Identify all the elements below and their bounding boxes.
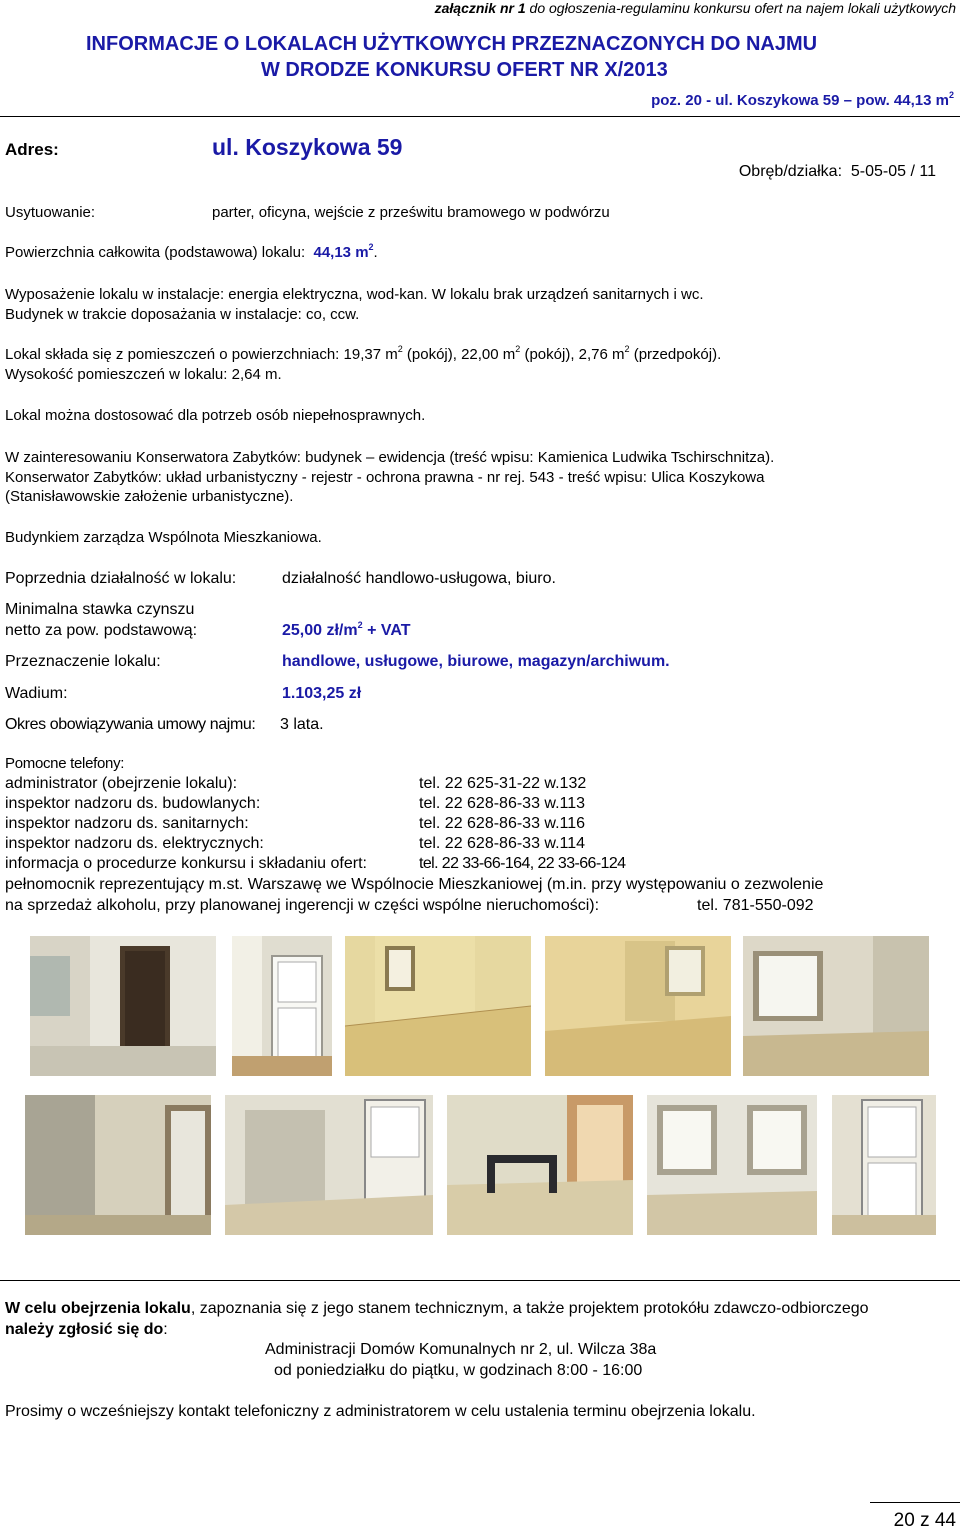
rooms-height: Wysokość pomieszczeń w lokalu: 2,64 m. xyxy=(5,366,282,383)
photo-1 xyxy=(30,936,216,1076)
term-value: 3 lata. xyxy=(280,716,324,733)
document-title-line1: INFORMACJE O LOKALACH UŻYTKOWYCH PRZEZNACZONYCH DO NAJMU xyxy=(86,33,818,55)
rent-value xyxy=(282,622,410,640)
position-reference-sup: 2 xyxy=(948,90,954,100)
term-label: Okres obowiązywania umowy najmu: xyxy=(5,716,256,733)
rooms-sup1: 2 xyxy=(397,344,403,354)
address-value: ul. Koszykowa 59 xyxy=(212,134,403,160)
office-address: Administracji Domów Komunalnych nr 2, ul. Wilcza 38a xyxy=(265,1341,657,1358)
rent-label-line1: Minimalna stawka czynszu xyxy=(5,601,195,618)
attachment-description: do ogłoszenia-regulaminu konkursu ofert na najem lokali użytkowych xyxy=(529,0,956,16)
proxy-description: na sprzedaż alkoholu, przy planowanej ingerencji w części wspólne nieruchomości): xyxy=(5,897,600,914)
visit-instructions xyxy=(5,1300,869,1318)
plot-info xyxy=(739,163,936,181)
heritage-line1: W zainteresowaniu Konserwatora Zabytków: budynek – ewidencja (treść wpisu: Kamienica Ludwika Tschirschnitza). xyxy=(5,449,775,466)
rent-amount: 25,00 zł/m xyxy=(282,622,358,639)
rooms-part2: (pokój), 22,00 m xyxy=(402,346,516,363)
contact-request: Prosimy o wcześniejszy kontakt telefoniczny z administratorem w celu ustalenia terminu obejrzenia lokalu. xyxy=(5,1403,756,1420)
document-title-line2: W DRODZE KONKURSU OFERT NR X/2013 xyxy=(261,59,668,81)
position-reference xyxy=(651,92,954,109)
phone-number: tel. 22 628-86-33 w.114 xyxy=(419,835,586,852)
purpose-label: Przeznaczenie lokalu: xyxy=(5,653,161,670)
plot-label: Obręb/działka: xyxy=(738,163,843,180)
address-label: Adres: xyxy=(5,140,59,159)
photo-8 xyxy=(447,1095,633,1235)
visit-bold-2: należy zgłosić się do xyxy=(5,1321,164,1338)
phone-number: tel. 22 33-66-164, 22 33-66-124 xyxy=(419,855,626,872)
rent-label-line2: netto za pow. podstawową: xyxy=(5,622,198,639)
photo-4 xyxy=(545,936,731,1076)
heritage-line2: Konserwator Zabytków: układ urbanistyczny - rejestr - ochrona prawna - nr rej. 543 - treść wpisu: Ulica Koszykowa xyxy=(5,469,765,486)
plot-value: 5-05-05 / 11 xyxy=(850,163,936,180)
photo-5 xyxy=(743,936,929,1076)
visit-text: , zapoznania się z jego stanem technicznym, a także projektem protokółu zdawczo-odbiorczego xyxy=(190,1300,869,1317)
proxy-line2 xyxy=(5,897,599,915)
photo-3 xyxy=(345,936,531,1076)
photo-10 xyxy=(832,1095,936,1235)
photo-9 xyxy=(647,1095,817,1235)
phones-heading: Pomocne telefony: xyxy=(5,755,125,772)
accessibility-note: Lokal można dostosować dla potrzeb osób niepełnosprawnych. xyxy=(5,407,426,424)
phone-label: inspektor nadzoru ds. budowlanych: xyxy=(5,795,261,812)
area-value xyxy=(313,244,373,261)
attachment-number: załącznik nr 1 xyxy=(434,0,526,16)
rent-sup: 2 xyxy=(357,620,363,630)
office-hours: od poniedziałku do piątku, w godzinach 8:00 - 16:00 xyxy=(274,1362,643,1379)
rooms-sup2: 2 xyxy=(515,344,521,354)
rooms-line xyxy=(5,346,721,363)
phone-number: tel. 22 625-31-22 w.132 xyxy=(419,775,587,792)
phone-label: inspektor nadzoru ds. elektrycznych: xyxy=(5,835,264,852)
rooms-part4: (przedpokój). xyxy=(629,346,722,363)
photo-6 xyxy=(25,1095,211,1235)
header-divider xyxy=(0,116,960,117)
page-number-rule xyxy=(870,1502,960,1503)
deposit-value: 1.103,25 zł xyxy=(282,685,362,702)
area-label: Powierzchnia całkowita (podstawowa) lokalu: xyxy=(5,244,306,261)
proxy-line1: pełnomocnik reprezentujący m.st. Warszawę we Wspólnocie Mieszkaniowej (m.in. przy występowaniu o zezwolenie xyxy=(5,876,824,893)
management-note: Budynkiem zarządza Wspólnota Mieszkaniowa. xyxy=(5,529,322,546)
footer-divider xyxy=(0,1280,960,1281)
deposit-label: Wadium: xyxy=(5,685,68,702)
phone-label: informacja o procedurze konkursu i składaniu ofert: xyxy=(5,855,367,872)
rent-vat: + VAT xyxy=(362,622,411,639)
previous-activity-label: Poprzednia działalność w lokalu: xyxy=(5,570,237,587)
previous-activity-value: działalność handlowo-usługowa, biuro. xyxy=(282,570,556,587)
rooms-sup3: 2 xyxy=(624,344,630,354)
photo-7 xyxy=(225,1095,433,1235)
phone-label: administrator (obejrzenie lokalu): xyxy=(5,775,238,792)
visit-bold-1: W celu obejrzenia lokalu xyxy=(5,1300,191,1317)
position-reference-text: poz. 20 - ul. Koszykowa 59 – pow. 44,13 m xyxy=(651,92,949,109)
photo-2 xyxy=(232,936,332,1076)
proxy-phone: tel. 781-550-092 xyxy=(697,897,814,914)
attachment-note xyxy=(435,0,956,16)
area-sup: 2 xyxy=(368,242,374,252)
equipment-line1: Wyposażenie lokalu w instalacje: energia elektryczna, wod-kan. W lokalu brak urządzeń sanitarnych i wc. xyxy=(5,286,704,303)
location-value: parter, oficyna, wejście z prześwitu bramowego w podwórzu xyxy=(212,204,610,221)
area-number: 44,13 m xyxy=(313,244,369,261)
equipment-line2: Budynek w trakcie doposażania w instalacje: co, ccw. xyxy=(5,306,360,323)
phone-number: tel. 22 628-86-33 w.116 xyxy=(419,815,586,832)
phone-number: tel. 22 628-86-33 w.113 xyxy=(419,795,586,812)
location-label: Usytuowanie: xyxy=(5,204,96,221)
visit-colon: : xyxy=(163,1321,168,1338)
rooms-part1: Lokal składa się z pomieszczeń o powierzchniach: 19,37 m xyxy=(5,346,398,363)
rooms-part3: (pokój), 2,76 m xyxy=(520,346,625,363)
visit-instructions-2 xyxy=(5,1321,168,1339)
purpose-value: handlowe, usługowe, biurowe, magazyn/archiwum. xyxy=(282,653,670,670)
heritage-line3: (Stanisławowskie założenie urbanistyczne). xyxy=(5,488,294,505)
area-row: Powierzchnia całkowita (podstawowa) lokalu: 44,13 $m^2$. xyxy=(5,242,378,261)
page-number: 20 z 44 xyxy=(893,1510,956,1531)
phone-label: inspektor nadzoru ds. sanitarnych: xyxy=(5,815,249,832)
